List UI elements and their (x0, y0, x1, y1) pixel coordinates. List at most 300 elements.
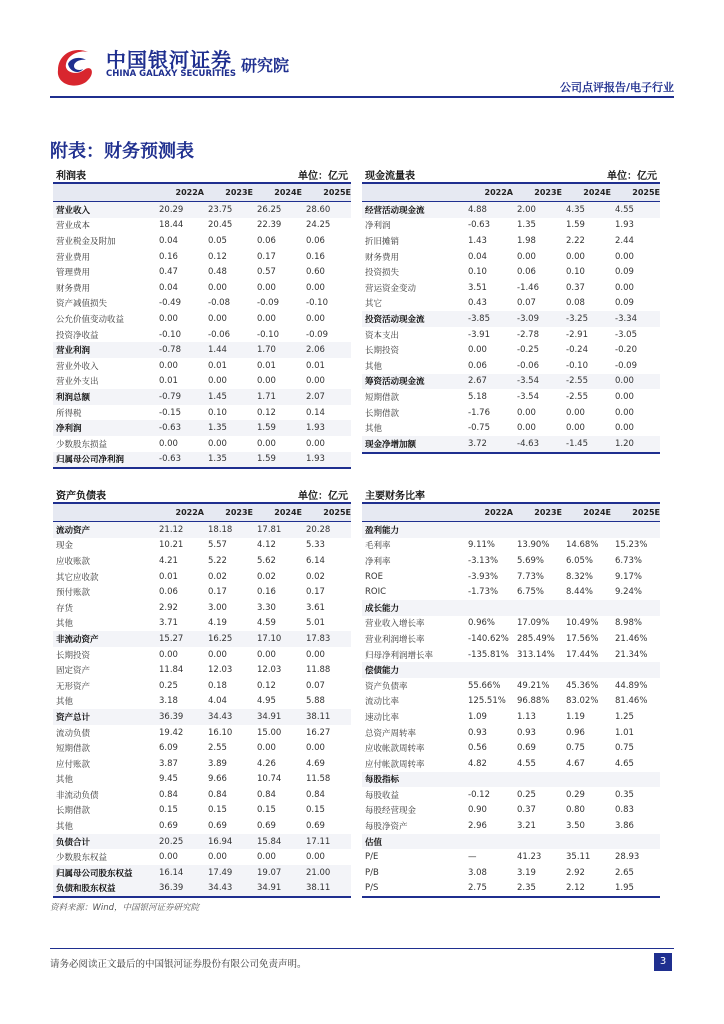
table-row (362, 569, 660, 585)
value-cell: 0.17 (257, 251, 276, 262)
value-cell: 8.32% (566, 571, 594, 582)
row-label: 流动负债 (56, 728, 91, 739)
value-cell: 2.92 (566, 867, 585, 878)
value-cell: 5.62 (257, 555, 276, 566)
table-row (362, 803, 660, 819)
table-body (362, 522, 660, 898)
value-cell: 0.00 (208, 852, 227, 863)
value-cell: 36.39 (159, 711, 184, 722)
row-label: 归母净利润增长率 (365, 650, 434, 661)
value-cell: 4.67 (566, 758, 585, 769)
row-label: 每股净资产 (365, 822, 408, 833)
value-cell: 3.61 (306, 602, 325, 613)
value-cell: -2.78 (517, 329, 539, 340)
value-cell: 10.21 (159, 540, 184, 551)
row-label: 管理费用 (56, 268, 91, 279)
page-number: 3 (654, 953, 672, 971)
value-cell: 0.07 (517, 298, 536, 309)
table-row (362, 389, 660, 405)
value-cell: -0.09 (615, 360, 637, 371)
value-cell: 0.43 (468, 298, 487, 309)
value-cell: 1.93 (306, 454, 325, 465)
row-label: 净利率 (365, 556, 391, 567)
value-cell: 34.43 (208, 711, 233, 722)
value-cell: 0.00 (306, 438, 325, 449)
table-row (362, 834, 660, 850)
value-cell: -3.93% (468, 571, 499, 582)
value-cell: 0.06 (159, 587, 178, 598)
data-source-note: 资料来源：Wind，中国银河证券研究院 (50, 903, 200, 913)
table-row (53, 787, 351, 803)
value-cell: 0.06 (517, 267, 536, 278)
row-label: 折旧摊销 (365, 236, 400, 247)
value-cell: 0.01 (208, 360, 227, 371)
value-cell: 0.01 (159, 571, 178, 582)
value-cell: 0.16 (306, 251, 325, 262)
table-row (53, 662, 351, 678)
value-cell: 0.35 (615, 789, 634, 800)
value-cell: 2.92 (159, 602, 178, 613)
row-label: 营业外支出 (56, 377, 99, 388)
value-cell: 0.37 (566, 282, 585, 293)
year-header-row (362, 504, 660, 522)
value-cell: -0.09 (257, 298, 279, 309)
value-cell: 0.00 (517, 251, 536, 262)
value-cell: 0.60 (306, 267, 325, 278)
value-cell: 0.04 (159, 235, 178, 246)
value-cell: 28.93 (615, 852, 640, 863)
value-cell: -3.85 (468, 313, 490, 324)
row-label: 偿债能力 (365, 666, 400, 677)
table-row (53, 740, 351, 756)
value-cell: -3.13% (468, 555, 499, 566)
value-cell: 5.33 (306, 540, 325, 551)
table-row (53, 218, 351, 234)
row-label: 营业费用 (56, 252, 91, 263)
row-label: 负债合计 (56, 837, 91, 848)
value-cell: -3.54 (517, 391, 539, 402)
value-cell: -3.34 (615, 313, 637, 324)
row-label: 财务费用 (365, 252, 400, 263)
row-label: 每股经营现金 (365, 806, 417, 817)
table-row (53, 452, 351, 468)
value-cell: 0.00 (159, 649, 178, 660)
table-row (53, 600, 351, 616)
row-label: 营运资金变动 (365, 283, 417, 294)
value-cell: 15.23% (615, 540, 648, 551)
table-row (362, 849, 660, 865)
year-cell: 2023E (225, 188, 253, 197)
value-cell: -1.76 (468, 407, 490, 418)
value-cell: 2.65 (615, 867, 634, 878)
value-cell: 0.69 (517, 743, 536, 754)
value-cell: 0.01 (159, 376, 178, 387)
header-divider (50, 96, 674, 98)
value-cell: 0.00 (159, 313, 178, 324)
table-body (362, 202, 660, 454)
table-row (362, 202, 660, 218)
value-cell: 0.15 (159, 805, 178, 816)
value-cell: 1.59 (257, 454, 276, 465)
value-cell: 81.46% (615, 696, 648, 707)
value-cell: 0.00 (208, 282, 227, 293)
value-cell: 16.94 (208, 836, 233, 847)
value-cell: 38.11 (306, 883, 331, 894)
value-cell: 0.96 (566, 727, 585, 738)
table-header (53, 486, 351, 504)
income-statement-table (53, 166, 351, 469)
value-cell: 9.66 (208, 774, 227, 785)
value-cell: 6.75% (517, 587, 545, 598)
row-label: 长期投资 (365, 346, 400, 357)
table-row (362, 358, 660, 374)
row-label: 长期投资 (56, 650, 91, 661)
row-label: 短期借款 (56, 744, 91, 755)
row-label: 预付账款 (56, 588, 91, 599)
row-label: 营业外收入 (56, 361, 99, 372)
year-header-row (53, 504, 351, 522)
value-cell: 0.12 (257, 407, 276, 418)
row-label: 资产负债率 (365, 681, 408, 692)
value-cell: 96.88% (517, 696, 550, 707)
table-row (362, 218, 660, 234)
value-cell: -0.25 (517, 345, 539, 356)
value-cell: 0.83 (615, 805, 634, 816)
value-cell: 19.42 (159, 727, 184, 738)
institute-label: 研究院 (241, 56, 290, 75)
value-cell: 0.15 (306, 805, 325, 816)
row-label: ROE (365, 571, 383, 582)
year-header-row (53, 184, 351, 202)
table-row (53, 772, 351, 788)
value-cell: 49.21% (517, 680, 550, 691)
value-cell: 0.06 (306, 235, 325, 246)
value-cell: 17.11 (306, 836, 331, 847)
value-cell: 1.13 (517, 711, 536, 722)
table-row (362, 678, 660, 694)
row-label: 现金净增加额 (365, 439, 417, 450)
row-label: 长期借款 (365, 408, 400, 419)
value-cell: 0.16 (159, 251, 178, 262)
value-cell: 0.00 (517, 423, 536, 434)
row-label: P/S (365, 883, 379, 894)
value-cell: 0.00 (257, 282, 276, 293)
value-cell: 0.84 (257, 789, 276, 800)
value-cell: 6.05% (566, 555, 594, 566)
value-cell: 20.25 (159, 836, 184, 847)
value-cell: -0.49 (159, 298, 181, 309)
value-cell: 2.07 (306, 391, 325, 402)
value-cell: 4.04 (208, 696, 227, 707)
value-cell: 0.00 (615, 407, 634, 418)
value-cell: 4.88 (468, 204, 487, 215)
value-cell: 17.44% (566, 649, 599, 660)
value-cell: 2.67 (468, 376, 487, 387)
value-cell: 0.00 (257, 313, 276, 324)
value-cell: 17.81 (257, 524, 282, 535)
table-row (362, 436, 660, 452)
row-label: 投资净收益 (56, 330, 99, 341)
value-cell: 1.70 (257, 345, 276, 356)
row-label: 其它 (365, 299, 383, 310)
balance-sheet-table (53, 486, 351, 898)
table-row (362, 881, 660, 897)
value-cell: 0.01 (257, 360, 276, 371)
table-row (53, 678, 351, 694)
financial-ratios-table (362, 486, 660, 898)
value-cell: -3.25 (566, 313, 588, 324)
report-type: 公司点评报告/电子行业 (559, 81, 674, 94)
value-cell: 15.27 (159, 633, 184, 644)
table-row (53, 264, 351, 280)
value-cell: 3.86 (615, 821, 634, 832)
row-label: 营业利润增长率 (365, 634, 425, 645)
year-cell: 2025E (323, 508, 351, 517)
value-cell: 3.08 (468, 867, 487, 878)
value-cell: -0.10 (566, 360, 588, 371)
value-cell: 2.96 (468, 821, 487, 832)
value-cell: 6.09 (159, 743, 178, 754)
value-cell: 1.01 (615, 727, 634, 738)
table-row (362, 600, 660, 616)
value-cell: 0.09 (615, 298, 634, 309)
table-row (53, 756, 351, 772)
value-cell: 0.00 (615, 423, 634, 434)
value-cell: 4.55 (517, 758, 536, 769)
year-cell: 2023E (534, 188, 562, 197)
value-cell: -2.55 (566, 376, 588, 387)
value-cell: 0.14 (306, 407, 325, 418)
row-label: 少数股东权益 (56, 853, 108, 864)
value-cell: 1.25 (615, 711, 634, 722)
value-cell: 1.98 (517, 235, 536, 246)
table-row (53, 374, 351, 390)
row-label: 每股指标 (365, 775, 400, 786)
row-label: 长期借款 (56, 806, 91, 817)
value-cell: 0.29 (566, 789, 585, 800)
row-label: 归属母公司净利润 (56, 455, 125, 466)
table-row (53, 584, 351, 600)
table-row (53, 405, 351, 421)
value-cell: 0.00 (615, 251, 634, 262)
value-cell: — (468, 852, 477, 863)
value-cell: 0.05 (208, 235, 227, 246)
value-cell: 8.98% (615, 618, 643, 629)
value-cell: -3.09 (517, 313, 539, 324)
value-cell: 1.59 (257, 423, 276, 434)
value-cell: 36.39 (159, 883, 184, 894)
value-cell: 4.59 (257, 618, 276, 629)
value-cell: -0.75 (468, 423, 490, 434)
value-cell: 0.69 (159, 821, 178, 832)
value-cell: 21.00 (306, 867, 331, 878)
value-cell: 38.11 (306, 711, 331, 722)
value-cell: 2.44 (615, 235, 634, 246)
logo-chinese-name: 中国银河证券 (106, 48, 232, 72)
value-cell: 21.34% (615, 649, 648, 660)
table-title: 利润表 (56, 171, 86, 182)
value-cell: 0.00 (615, 376, 634, 387)
row-label: P/E (365, 852, 379, 863)
value-cell: 0.00 (208, 376, 227, 387)
value-cell: 21.46% (615, 633, 648, 644)
value-cell: -0.08 (208, 298, 230, 309)
value-cell: 0.12 (257, 680, 276, 691)
value-cell: 1.09 (468, 711, 487, 722)
value-cell: 0.00 (257, 852, 276, 863)
value-cell: -3.54 (517, 376, 539, 387)
value-cell: 0.01 (306, 360, 325, 371)
table-row (362, 787, 660, 803)
value-cell: 16.10 (208, 727, 233, 738)
value-cell: 0.80 (566, 805, 585, 816)
value-cell: 5.57 (208, 540, 227, 551)
table-row (53, 538, 351, 554)
value-cell: 17.56% (566, 633, 599, 644)
value-cell: 4.95 (257, 696, 276, 707)
row-label: 非流动负债 (56, 790, 99, 801)
value-cell: 0.84 (208, 789, 227, 800)
value-cell: 0.00 (306, 313, 325, 324)
table-title: 资产负债表 (56, 491, 106, 502)
table-row (362, 772, 660, 788)
value-cell: 1.71 (257, 391, 276, 402)
row-label: 应付帐款周转率 (365, 759, 425, 770)
value-cell: 0.00 (615, 282, 634, 293)
value-cell: 0.00 (159, 360, 178, 371)
table-title: 现金流量表 (365, 171, 415, 182)
value-cell: 1.44 (208, 345, 227, 356)
value-cell: 34.91 (257, 883, 282, 894)
value-cell: 3.72 (468, 438, 487, 449)
value-cell: 0.06 (468, 360, 487, 371)
table-row (53, 647, 351, 663)
value-cell: 0.15 (257, 805, 276, 816)
value-cell: 2.55 (208, 743, 227, 754)
value-cell: 0.00 (517, 407, 536, 418)
value-cell: 0.00 (257, 376, 276, 387)
value-cell: 0.00 (257, 649, 276, 660)
table-row (362, 709, 660, 725)
table-row (53, 553, 351, 569)
value-cell: 14.68% (566, 540, 599, 551)
value-cell: 3.87 (159, 758, 178, 769)
table-row (362, 538, 660, 554)
table-row (362, 553, 660, 569)
value-cell: 35.11 (566, 852, 591, 863)
value-cell: 0.25 (517, 789, 536, 800)
value-cell: 5.22 (208, 555, 227, 566)
value-cell: 5.18 (468, 391, 487, 402)
value-cell: -4.63 (517, 438, 539, 449)
value-cell: 3.89 (208, 758, 227, 769)
value-cell: -3.05 (615, 329, 637, 340)
row-label: 少数股东损益 (56, 439, 108, 450)
value-cell: 0.93 (468, 727, 487, 738)
value-cell: 9.11% (468, 540, 496, 551)
table-row (53, 342, 351, 358)
value-cell: 18.18 (208, 524, 233, 535)
value-cell: 5.88 (306, 696, 325, 707)
table-row (362, 865, 660, 881)
value-cell: 2.75 (468, 883, 487, 894)
table-row (53, 311, 351, 327)
table-row (362, 725, 660, 741)
value-cell: -0.20 (615, 345, 637, 356)
value-cell: 0.00 (208, 438, 227, 449)
value-cell: 0.84 (159, 789, 178, 800)
table-row (362, 818, 660, 834)
value-cell: 83.02% (566, 696, 599, 707)
year-cell: 2023E (534, 508, 562, 517)
row-label: 存货 (56, 603, 74, 614)
row-label: 估值 (365, 837, 383, 848)
table-row (53, 327, 351, 343)
value-cell: 18.44 (159, 220, 184, 231)
row-label: 无形资产 (56, 681, 91, 692)
value-cell: 1.19 (566, 711, 585, 722)
value-cell: 4.55 (615, 204, 634, 215)
value-cell: 0.93 (517, 727, 536, 738)
table-row (362, 374, 660, 390)
value-cell: 3.21 (517, 821, 536, 832)
row-label: 速动比率 (365, 712, 400, 723)
value-cell: 0.69 (208, 821, 227, 832)
value-cell: 0.10 (208, 407, 227, 418)
value-cell: 0.57 (257, 267, 276, 278)
value-cell: 1.45 (208, 391, 227, 402)
value-cell: 0.04 (159, 282, 178, 293)
value-cell: 28.60 (306, 204, 331, 215)
table-row (53, 834, 351, 850)
value-cell: 0.10 (566, 267, 585, 278)
value-cell: 0.84 (306, 789, 325, 800)
table-row (53, 803, 351, 819)
table-row (362, 311, 660, 327)
table-row (362, 631, 660, 647)
value-cell: 15.84 (257, 836, 282, 847)
row-label: 其他 (365, 424, 383, 435)
value-cell: 1.95 (615, 883, 634, 894)
row-label: 净利润 (56, 424, 82, 435)
value-cell: 20.29 (159, 204, 184, 215)
value-cell: 45.36% (566, 680, 599, 691)
value-cell: 16.14 (159, 867, 184, 878)
row-label: 利润总额 (56, 392, 91, 403)
value-cell: 21.12 (159, 524, 184, 535)
value-cell: 0.75 (615, 743, 634, 754)
row-label: 毛利率 (365, 541, 391, 552)
value-cell: 16.25 (208, 633, 233, 644)
table-row (53, 694, 351, 710)
value-cell: 0.00 (257, 438, 276, 449)
table-row (53, 865, 351, 881)
value-cell: 1.35 (208, 454, 227, 465)
value-cell: 0.00 (615, 391, 634, 402)
value-cell: 12.03 (257, 665, 282, 676)
year-cell: 2024E (583, 188, 611, 197)
row-label: 营业收入 (56, 205, 91, 216)
table-row (362, 694, 660, 710)
value-cell: -0.06 (208, 329, 230, 340)
table-row (362, 327, 660, 343)
row-label: 其他 (56, 697, 74, 708)
row-label: 固定资产 (56, 666, 91, 677)
value-cell: 26.25 (257, 204, 282, 215)
value-cell: -1.46 (517, 282, 539, 293)
table-row (362, 420, 660, 436)
table-row (362, 342, 660, 358)
